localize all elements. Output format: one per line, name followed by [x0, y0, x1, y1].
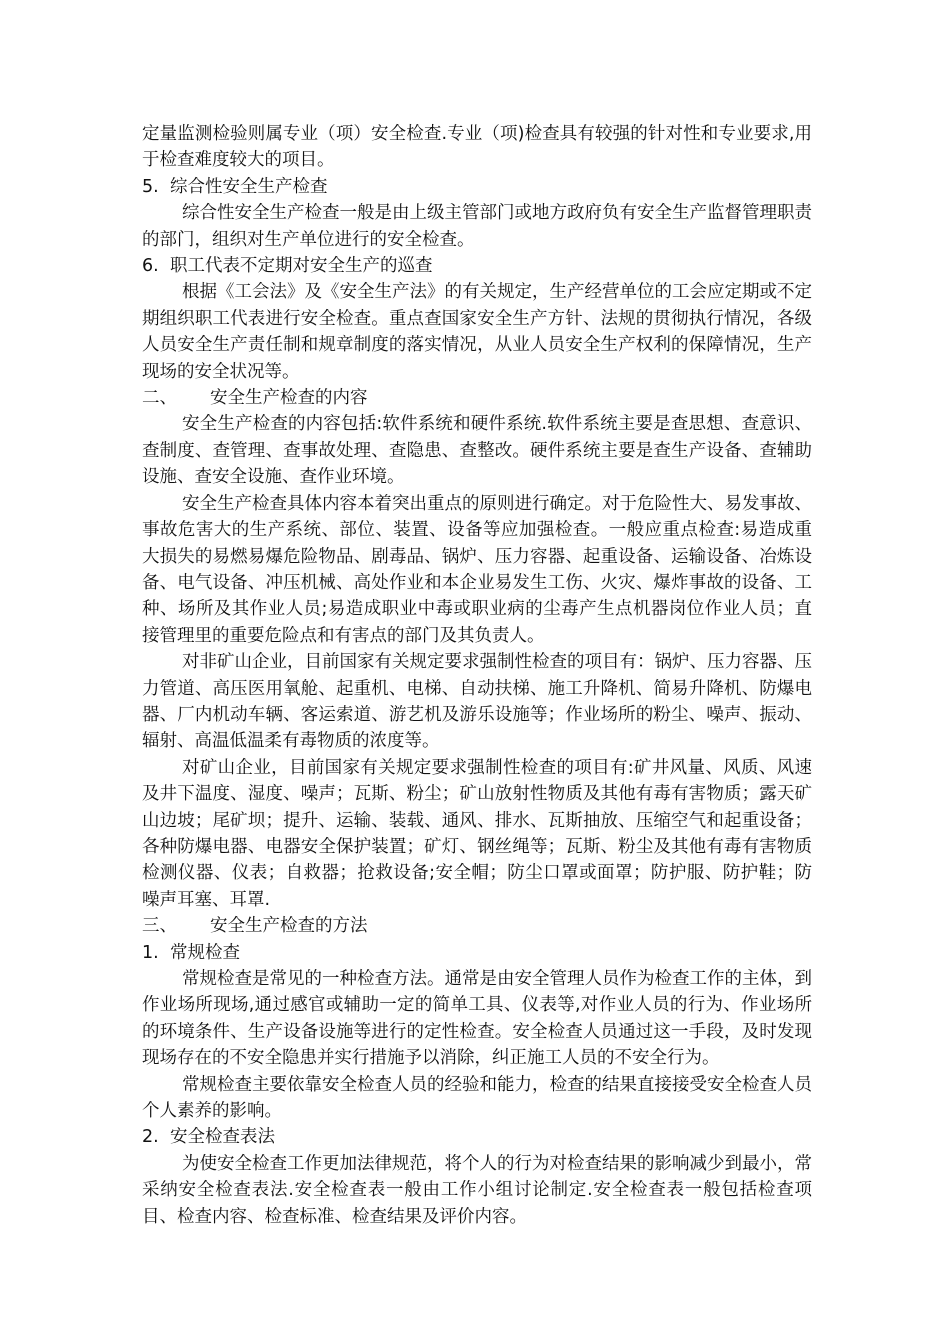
- paragraph: 根据《工会法》及《安全生产法》的有关规定，生产经营单位的工会应定期或不定期组织职工代表进行安全检查。重点查国家安全生产方针、法规的贯彻执行情况，各级人员安全生产责任制和规章制度的落实情况，从业人员安全生产权利的保障情况，生产现场的安全状况等。: [142, 282, 812, 382]
- heading-number: 6.: [142, 256, 159, 277]
- paragraph-continued: 定量监测检验则属专业（项）安全检查.专业（项)检查具有较强的针对性和专业要求,用于检查难度较大的项目。: [142, 124, 812, 171]
- paragraph: 综合性安全生产检查一般是由上级主管部门或地方政府负有安全生产监督管理职责的部门，组织对生产单位进行的安全检查。: [142, 203, 812, 250]
- numbered-heading: [142, 174, 812, 200]
- heading-number: 5.: [142, 176, 159, 197]
- section-number: 二、: [142, 388, 177, 409]
- section-title: 安全生产检查的方法: [210, 916, 368, 937]
- paragraph: 安全生产检查的内容包括:软件系统和硬件系统.软件系统主要是查思想、查意识、查制度、查管理、查事故处理、查隐患、查整改。硬件系统主要是查生产设备、查辅助设施、查安全设施、查作业环境。: [142, 414, 812, 488]
- numbered-heading: [142, 253, 812, 279]
- paragraph: 常规检查主要依靠安全检查人员的经验和能力，检查的结果直接接受安全检查人员个人素养的影响。: [142, 1074, 812, 1122]
- section-title: 安全生产检查的内容: [210, 388, 368, 409]
- paragraph: 安全生产检查具体内容本着突出重点的原则进行确定。对于危险性大、易发事故、事故危害大的生产系统、部位、装置、设备等应加强检查。一般应重点检查:易造成重大损失的易燃易爆危险物品、剧毒品、锅炉、压力容器、起重设备、运输设备、冶炼设备、电气设备、冲压机械、高处作业和本企业易发生工伤、火灾、爆炸事故的设备、工种、场所及其作业人员;易造成职业中毒或职业病的尘毒产生点机器岗位作业人员；直接管理里的重要危险点和有害点的部门及其负责人。: [142, 493, 812, 646]
- paragraph: 对非矿山企业，目前国家有关规定要求强制性检查的项目有：锅炉、压力容器、压力管道、高压医用氧舱、起重机、电梯、自动扶梯、施工升降机、简易升降机、防爆电器、厂内机动车辆、客运索道、游艺机及游乐设施等；作业场所的粉尘、噪声、振动、辐射、高温低温柔有毒物质的浓度等。: [142, 652, 812, 752]
- heading-number: 2.: [142, 1127, 159, 1148]
- paragraph: 对矿山企业，目前国家有关规定要求强制性检查的项目有:矿井风量、风质、风速及井下温度、湿度、噪声；瓦斯、粉尘；矿山放射性物质及其他有毒有害物质；露天矿山边坡；尾矿坝；提升、运输、装载、通风、排水、瓦斯抽放、压缩空气和起重设备；各种防爆电器、电器安全保护装置；矿灯、钢丝绳等；瓦斯、粉尘及其他有毒有害物质检测仪器、仪表；自救器；抢救设备;安全帽；防尘口罩或面罩；防护服、防护鞋；防噪声耳塞、耳罩.: [142, 757, 812, 910]
- heading-text: 综合性安全生产检查: [170, 176, 328, 197]
- heading-text: 职工代表不定期对安全生产的巡查: [170, 256, 433, 277]
- heading-number: 1.: [142, 942, 159, 963]
- section-heading: [142, 913, 812, 939]
- heading-text: 常规检查: [170, 942, 240, 963]
- heading-text: 安全检查表法: [170, 1127, 275, 1148]
- section-number: 三、: [142, 916, 177, 937]
- numbered-heading: [142, 1124, 812, 1150]
- numbered-heading: [142, 940, 812, 966]
- document-body: [142, 121, 812, 1230]
- paragraph: 为使安全检查工作更加法律规范，将个人的行为对检查结果的影响减少到最小，常采纳安全检查表法.安全检查表一般由工作小组讨论制定.安全检查表一般包括检查项目、检查内容、检查标准、检查结果及评价内容。: [142, 1153, 812, 1227]
- section-heading: [142, 385, 812, 411]
- paragraph: 常规检查是常见的一种检查方法。通常是由安全管理人员作为检查工作的主体，到作业场所现场,通过感官或辅助一定的简单工具、仪表等,对作业人员的行为、作业场所的环境条件、生产设备设施等进行的定性检查。安全检查人员通过这一手段，及时发现现场存在的不安全隐患并实行措施予以消除，纠正施工人员的不安全行为。: [142, 969, 812, 1069]
